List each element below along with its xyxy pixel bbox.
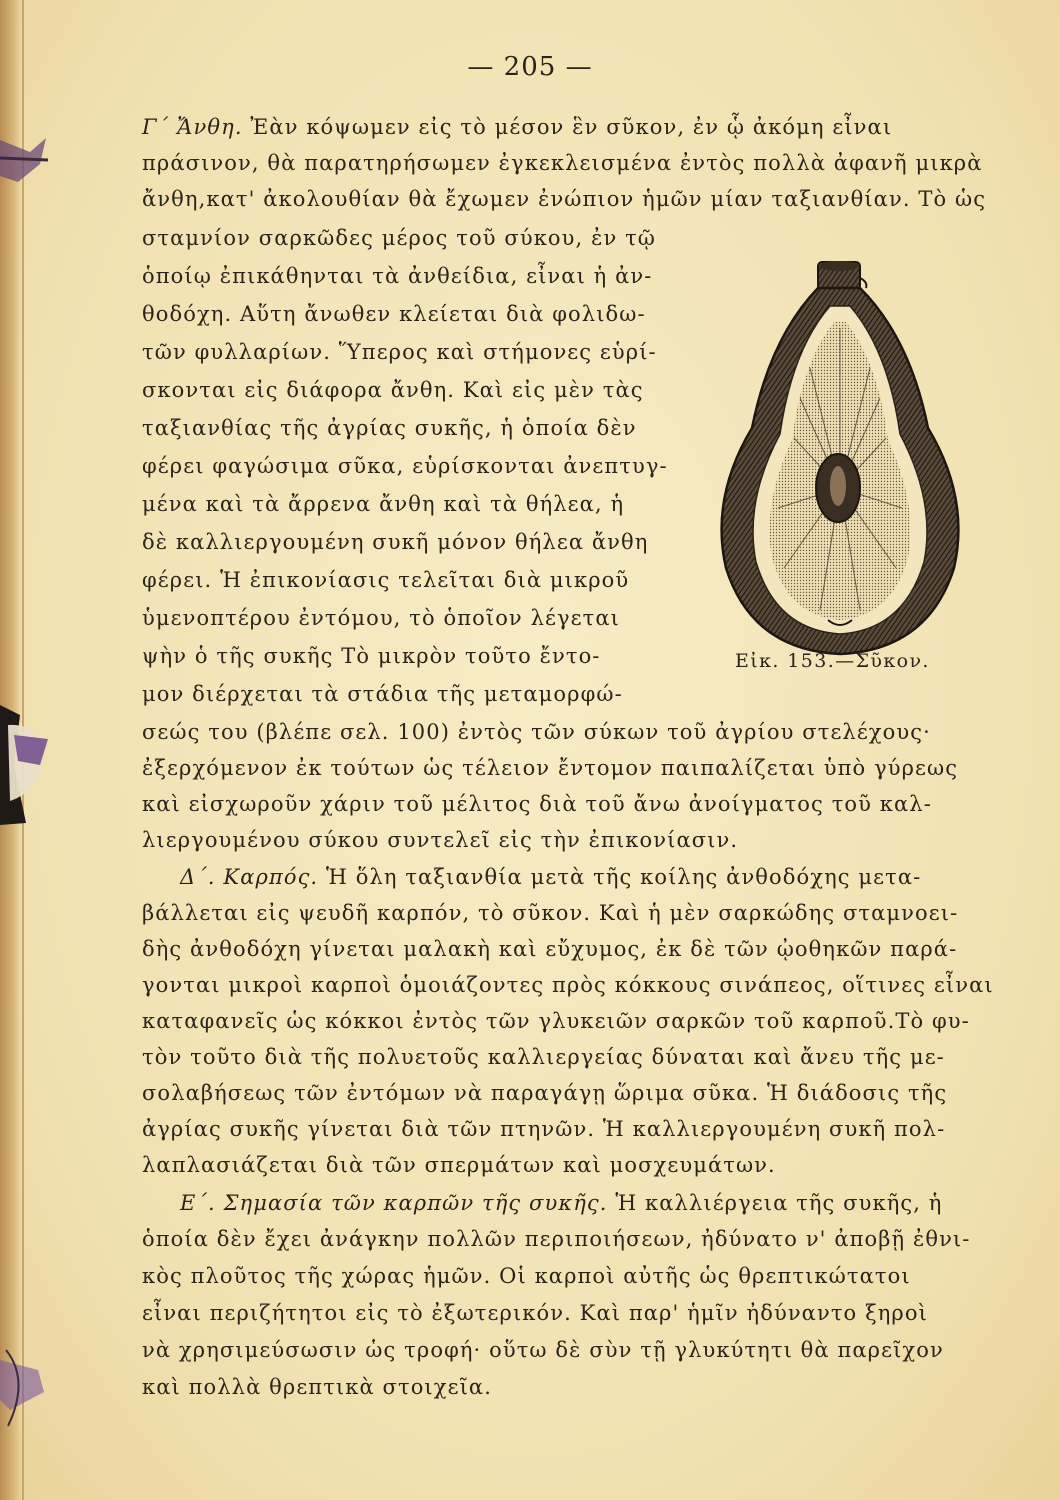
text-line: ὁποίῳ ἐπικάθηνται τὰ ἀνθείδια, εἶναι ἡ ἀν- (142, 264, 653, 288)
text-line: θοδόχη. Αὕτη ἄνωθεν κλείεται διὰ φολιδω- (142, 302, 646, 326)
text-line: δὴς ἀνθοδόχη γίνεται μαλακὴ καὶ εὔχυμος, ἐκ δὲ τῶν ᾠοθηκῶν παρά- (142, 937, 958, 961)
text-line: ταξιανθίας τῆς ἀγρίας συκῆς, ἡ ὁποία δὲν (142, 416, 637, 440)
text-line: λαπλασιάζεται διὰ τῶν σπερμάτων καὶ μοσχευμάτων. (142, 1153, 776, 1177)
text-line: βάλλεται εἰς ψευδῆ καρπόν, τὸ σῦκον. Καὶ ἡ μὲν σαρκώδης σταμνοει- (142, 901, 959, 925)
text-line: σολαβήσεως τῶν ἐντόμων νὰ παραγάγῃ ὥριμα σῦκα. Ἡ διάδοσις τῆς (142, 1081, 948, 1105)
text-line: σκονται εἰς διάφορα ἄνθη. Καὶ εἰς μὲν τὰς (142, 378, 644, 402)
text-line: καταφανεῖς ὡς κόκκοι ἐντὸς τῶν γλυκειῶν σαρκῶν τοῦ καρποῦ.Τὸ φυ- (142, 1009, 970, 1033)
fig-cross-section-illustration (700, 258, 980, 660)
text-line: εἶναι περιζήτητοι εἰς τὸ ἐξωτερικόν. Καὶ παρ' ἡμῖν ἠδύναντο ξηροὶ (142, 1301, 928, 1325)
text-line: φέρει. Ἡ ἐπικονίασις τελεῖται διὰ μικροῦ (142, 568, 630, 592)
text-line: ἀγρίας συκῆς γίνεται διὰ τῶν πτηνῶν. Ἡ καλλιεργουμένη συκῆ πολ- (142, 1117, 946, 1141)
text-line: φέρει φαγώσιμα σῦκα, εὑρίσκονται ἀνεπτυγ- (142, 454, 668, 478)
figure-caption: Εἰκ. 153.—Σῦκον. (735, 650, 930, 672)
text-line: ὑμενοπτέρου ἐντόμου, τὸ ὁποῖον λέγεται (142, 606, 620, 630)
text-line: κὸς πλοῦτος τῆς χώρας ἡμῶν. Οἱ καρποὶ αὐτῆς ὡς θρεπτικώτατοι (142, 1264, 911, 1288)
text-line: καὶ πολλὰ θρεπτικὰ στοιχεῖα. (142, 1375, 492, 1399)
text-line: ψὴν ὁ τῆς συκῆς Τὸ μικρὸν τοῦτο ἔντο- (142, 644, 601, 668)
text-line: σεώς του (βλέπε σελ. 100) ἐντὸς τῶν σύκων τοῦ ἀγρίου στελέχους· (142, 720, 931, 744)
text-line: ὁποία δὲν ἔχει ἀνάγκην πολλῶν περιποιήσεων, ἠδύνατο ν' ἀποβῇ ἐθνι- (142, 1227, 971, 1251)
text-line: Γ΄ Ἄνθη. Ἐὰν κόψωμεν εἰς τὸ μέσον ἓν σῦκον, ἐν ᾧ ἀκόμη εἶναι (142, 115, 893, 139)
page-number: — 205 — (467, 52, 593, 82)
text-line: ἄνθη,κατ' ἀκολουθίαν θὰ ἔχωμεν ἐνώπιον ἡμῶν μίαν ταξιανθίαν. Τὸ ὡς (142, 187, 987, 211)
text-line: καὶ εἰσχωροῦν χάριν τοῦ μέλιτος διὰ τοῦ ἄνω ἀνοίγματος τοῦ καλ- (142, 792, 932, 816)
binding-thread-mark (0, 705, 48, 825)
text-line: Δ΄. Καρπός. Ἡ ὅλη ταξιανθία μετὰ τῆς κοίλης ἀνθοδόχης μετα- (180, 865, 922, 889)
binding-thread-mark (0, 1340, 48, 1430)
text-line: δὲ καλλιεργουμένη συκῆ μόνον θήλεα ἄνθη (142, 530, 649, 554)
text-line: νὰ χρησιμεύσωσιν ὡς τροφή· οὕτω δὲ σὺν τῇ γλυκύτητι θὰ παρεῖχον (142, 1338, 944, 1362)
text-line: Ε΄. Σημασία τῶν καρπῶν τῆς συκῆς. Ἡ καλλιέργεια τῆς συκῆς, ἡ (180, 1191, 943, 1215)
text-line: πράσινον, θὰ παρατηρήσωμεν ἐγκεκλεισμένα ἐντὸς πολλὰ ἀφανῆ μικρὰ (142, 151, 983, 175)
text-line: ἐξερχόμενον ἐκ τούτων ὡς τέλειον ἔντομον παιπαλίζεται ὑπὸ γύρεως (142, 756, 959, 780)
binding-thread-mark (0, 130, 48, 190)
text-line: μον διέρχεται τὰ στάδια τῆς μεταμορφώ- (142, 682, 623, 706)
text-line: γονται μικροὶ καρποὶ ὁμοιάζοντες πρὸς κόκκους σινάπεος, οἵτινες εἶναι (142, 973, 994, 997)
text-line: σταμνίον σαρκῶδες μέρος τοῦ σύκου, ἐν τῷ (142, 226, 657, 250)
text-line: μένα καὶ τὰ ἄρρενα ἄνθη καὶ τὰ θήλεα, ἡ (142, 492, 625, 516)
text-line: τῶν φυλλαρίων. Ὕπερος καὶ στήμονες εὑρί- (142, 340, 657, 364)
text-line: τὸν τοῦτο διὰ τῆς πολυετοῦς καλλιεργείας δύναται καὶ ἄνευ τῆς με- (142, 1045, 945, 1069)
text-line: λιεργουμένου σύκου συντελεῖ εἰς τὴν ἐπικονίασιν. (142, 828, 739, 852)
